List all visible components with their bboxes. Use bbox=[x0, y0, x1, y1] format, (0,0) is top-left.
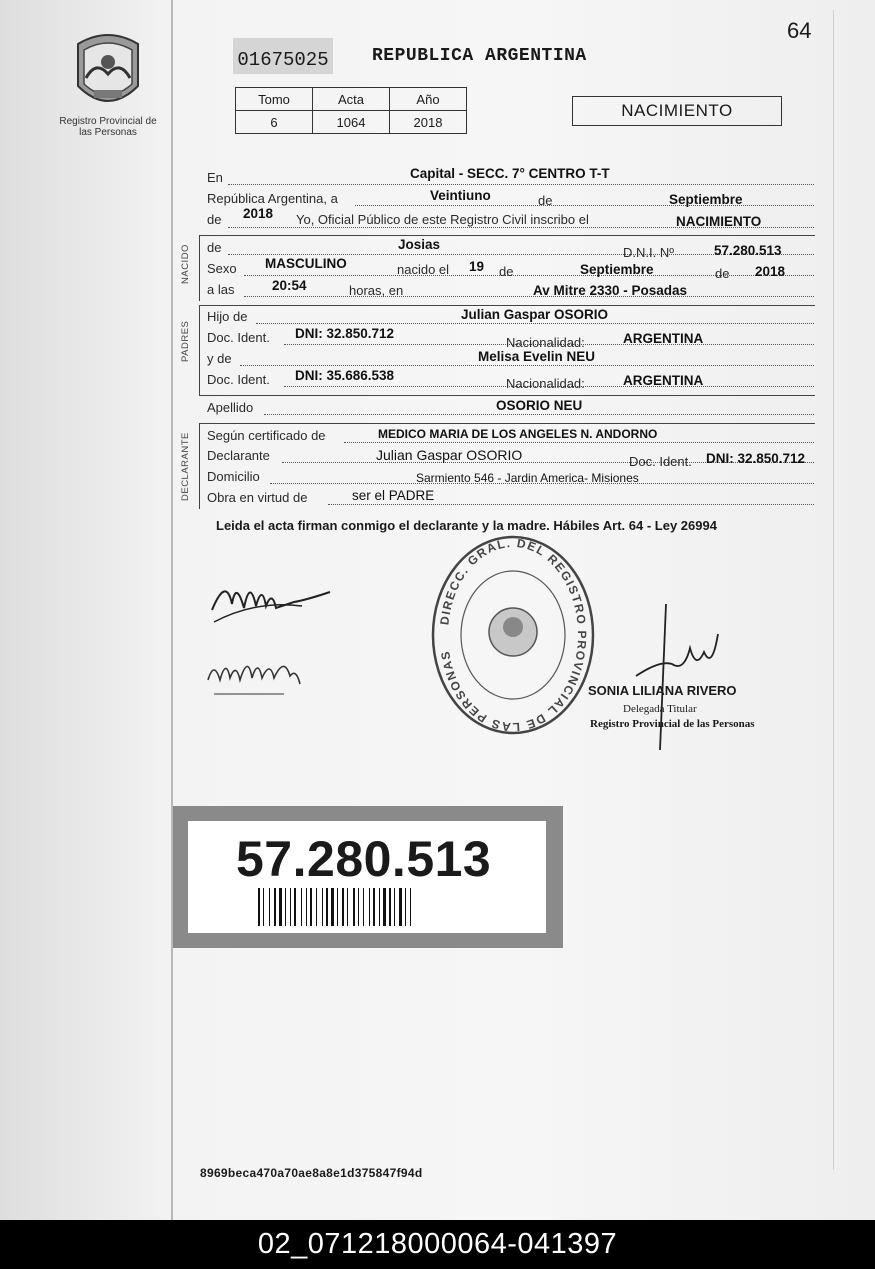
section-separator bbox=[199, 423, 815, 424]
value-padre-nac: ARGENTINA bbox=[623, 331, 704, 346]
value-dia-nac: 19 bbox=[469, 259, 485, 274]
dotted-line bbox=[264, 414, 814, 415]
closing-statement: Leida el acta firman conmigo el declarante y la madre. Hábiles Art. 64 - Ley 26994 bbox=[216, 518, 717, 533]
value-lugar-nac: Av Mitre 2330 - Posadas bbox=[533, 283, 688, 298]
label-hijo-de: Hijo de bbox=[207, 309, 248, 324]
anio-header: Año bbox=[390, 88, 467, 111]
value-madre-doc: DNI: 35.686.538 bbox=[295, 368, 395, 383]
section-separator bbox=[199, 305, 815, 306]
official-signature bbox=[630, 600, 730, 755]
dotted-line bbox=[228, 184, 814, 185]
right-margin-rule bbox=[833, 10, 834, 1170]
label-declarante: Declarante bbox=[207, 448, 270, 463]
section-border bbox=[199, 235, 200, 301]
official-title: Delegada Titular bbox=[623, 703, 697, 715]
label-a-las: a las bbox=[207, 282, 235, 297]
label-segun: Según certificado de bbox=[207, 428, 326, 443]
value-anio-nac: 2018 bbox=[755, 264, 786, 279]
official-name: SONIA LILIANA RIVERO bbox=[588, 683, 737, 698]
declarant-signature bbox=[206, 570, 336, 647]
side-label-declarante: DECLARANTE bbox=[180, 432, 191, 501]
value-madre: Melisa Evelin NEU bbox=[478, 349, 596, 364]
footer-code: 02_071218000064-041397 bbox=[257, 1228, 618, 1260]
footer-code-bar bbox=[0, 1220, 875, 1269]
svg-text:DIRECC. GRAL. DEL REGISTRO PRO: DIRECC. GRAL. DEL REGISTRO PROVINCIAL DE LAS PERSONAS bbox=[437, 535, 590, 735]
label-en: En bbox=[207, 170, 223, 185]
value-anio: 2018 bbox=[243, 206, 274, 221]
section-border bbox=[199, 305, 200, 395]
value-sexo: MASCULINO bbox=[265, 256, 347, 271]
label-nacido-el: nacido el bbox=[397, 262, 450, 277]
label-de3: de bbox=[499, 264, 514, 279]
document-hash: 8969beca470a70ae8a8e1d375847f94d bbox=[200, 1166, 423, 1180]
value-dni: 57.280.513 bbox=[714, 243, 782, 258]
value-hora: 20:54 bbox=[272, 278, 307, 293]
tomo-value: 6 bbox=[236, 111, 313, 134]
value-madre-nac: ARGENTINA bbox=[623, 373, 704, 388]
label-republica: República Argentina, a bbox=[207, 191, 338, 206]
label-horas-en: horas, en bbox=[349, 283, 404, 298]
value-declarante-doc: DNI: 32.850.712 bbox=[706, 451, 806, 466]
value-declarante: Julian Gaspar OSORIO bbox=[376, 447, 523, 463]
label-apellido: Apellido bbox=[207, 400, 254, 415]
value-mes-nac: Septiembre bbox=[580, 262, 654, 277]
dotted-line bbox=[244, 296, 814, 297]
label-dni: D.N.I. Nº bbox=[623, 245, 674, 260]
section-separator bbox=[199, 235, 815, 236]
act-type-box: NACIMIENTO bbox=[572, 96, 782, 126]
value-dia-letras: Veintiuno bbox=[430, 188, 491, 203]
label-obra: Obra en virtud de bbox=[207, 490, 308, 505]
label-nacido-de: de bbox=[207, 240, 222, 255]
side-label-padres: PADRES bbox=[180, 320, 191, 362]
section-separator bbox=[199, 395, 815, 396]
dotted-line bbox=[355, 205, 814, 206]
dotted-line bbox=[256, 323, 814, 324]
tomo-header: Tomo bbox=[236, 88, 313, 111]
label-de4: de bbox=[715, 266, 730, 281]
acta-value: 1064 bbox=[313, 111, 390, 134]
value-obra: ser el PADRE bbox=[352, 488, 435, 503]
province-coat-of-arms-logo bbox=[72, 30, 144, 119]
value-certificado: MEDICO MARIA DE LOS ANGELES N. ANDORNO bbox=[378, 427, 658, 441]
label-sexo: Sexo bbox=[207, 261, 237, 276]
dni-number-large: 57.280.513 bbox=[236, 831, 492, 887]
official-seal-stamp bbox=[428, 532, 598, 743]
value-domicilio: Sarmiento 546 - Jardin America- Misiones bbox=[416, 471, 639, 485]
label-doc-ident2: Doc. Ident. bbox=[207, 372, 270, 387]
label-y-de: y de bbox=[207, 351, 232, 366]
label-de2: de bbox=[207, 212, 222, 227]
label-de: de bbox=[538, 193, 553, 208]
left-margin-rule bbox=[171, 0, 173, 1220]
anio-value: 2018 bbox=[390, 111, 467, 134]
value-tipo: NACIMIENTO bbox=[676, 214, 762, 229]
official-office: Registro Provincial de las Personas bbox=[590, 718, 755, 730]
value-mes: Septiembre bbox=[669, 192, 743, 207]
value-nombre: Josias bbox=[398, 237, 441, 252]
label-nacionalidad: Nacionalidad: bbox=[506, 335, 585, 350]
barcode bbox=[258, 888, 470, 931]
dotted-line bbox=[240, 365, 814, 366]
side-label-nacido: NACIDO bbox=[180, 244, 191, 284]
acta-header: Acta bbox=[313, 88, 390, 111]
section-border bbox=[199, 423, 200, 509]
value-padre-doc: DNI: 32.850.712 bbox=[295, 326, 395, 341]
country-title: REPUBLICA ARGENTINA bbox=[372, 46, 587, 66]
label-domicilio: Domicilio bbox=[207, 469, 260, 484]
value-apellido: OSORIO NEU bbox=[496, 398, 583, 413]
mother-signature bbox=[204, 648, 314, 707]
book-reference-table bbox=[235, 87, 467, 134]
logo-caption: Registro Provincial de las Personas bbox=[59, 116, 157, 138]
serial-number: 01675025 bbox=[233, 38, 333, 74]
dotted-line bbox=[328, 504, 814, 505]
page-number: 64 bbox=[787, 18, 812, 43]
label-oficial: Yo, Oficial Público de este Registro Civil inscribo el bbox=[296, 212, 589, 227]
dotted-line bbox=[344, 442, 814, 443]
label-doc-ident3: Doc. Ident. bbox=[629, 454, 692, 469]
label-doc-ident: Doc. Ident. bbox=[207, 330, 270, 345]
label-nacionalidad2: Nacionalidad: bbox=[506, 376, 585, 391]
value-lugar: Capital - SECC. 7° CENTRO T-T bbox=[410, 166, 610, 181]
value-padre: Julian Gaspar OSORIO bbox=[461, 307, 609, 322]
